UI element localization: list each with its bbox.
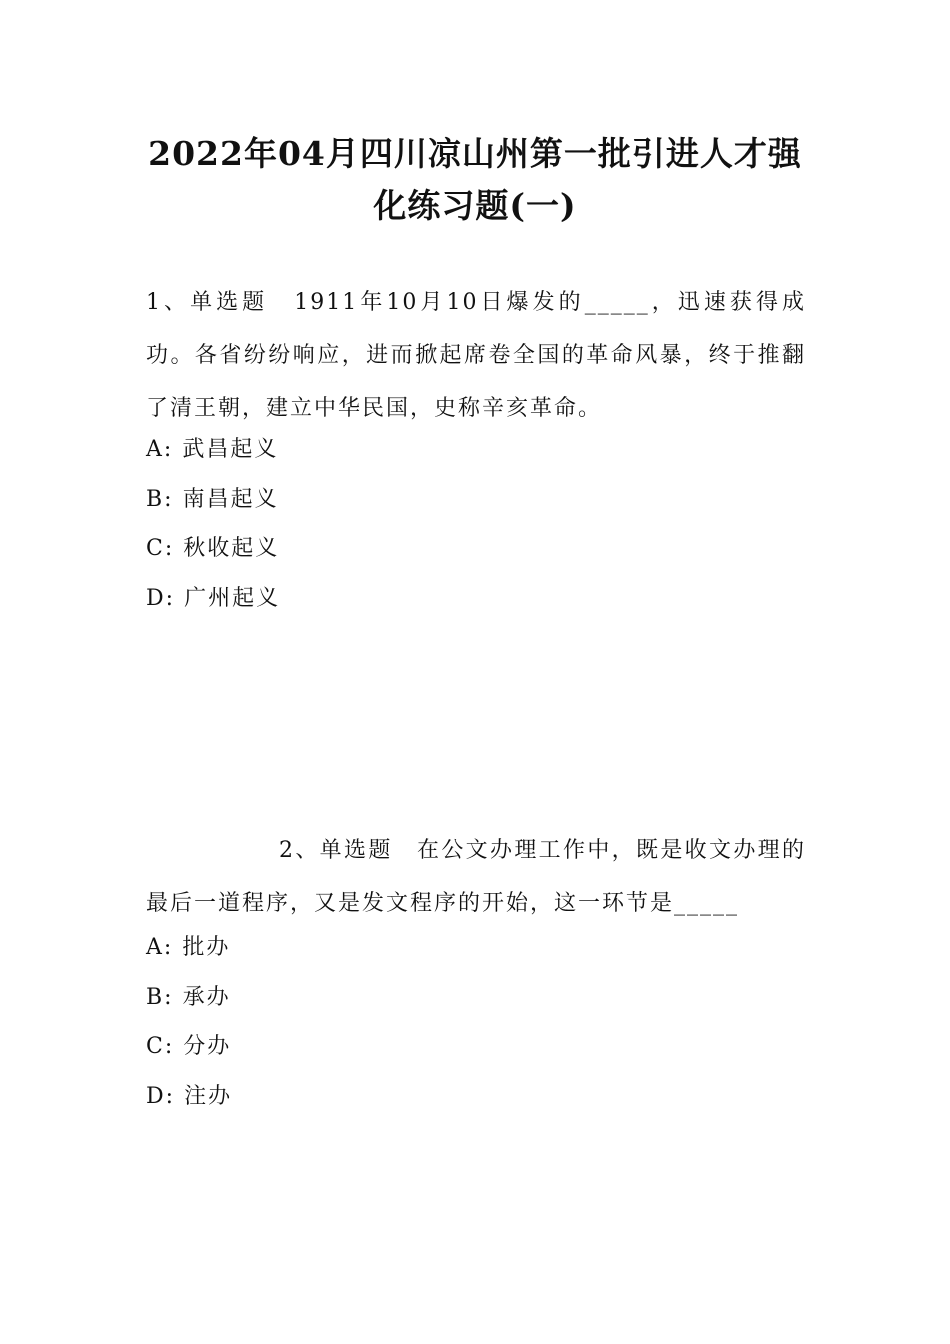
question-1-number-type: 1、单选题 bbox=[146, 290, 269, 315]
option-label: A: bbox=[146, 935, 174, 960]
option-text: 分办 bbox=[183, 1034, 232, 1059]
question-1-option-a bbox=[146, 435, 278, 465]
question-2-option-b bbox=[146, 983, 231, 1013]
option-text: 武昌起义 bbox=[182, 437, 279, 462]
question-1-stem-after: ，迅速获得成功。各省纷纷响应，进而掀起席卷全国的革命风暴，终于推翻了清王朝，建立中华民国，史称辛亥革命。 bbox=[146, 290, 806, 421]
question-1-option-d bbox=[146, 584, 280, 614]
question-1-stem-before: 1911年10月10日爆发的 bbox=[294, 290, 585, 315]
option-text: 批办 bbox=[182, 935, 231, 960]
question-2-option-a bbox=[146, 933, 230, 963]
option-label: D: bbox=[146, 1084, 176, 1109]
question-2-option-c bbox=[146, 1032, 231, 1062]
question-2-option-d bbox=[146, 1082, 232, 1112]
option-label: D: bbox=[146, 586, 176, 611]
option-text: 注办 bbox=[184, 1084, 233, 1109]
question-2-blank: _____ bbox=[674, 891, 740, 916]
option-label: C: bbox=[146, 536, 175, 561]
question-1-blank: _____ bbox=[584, 290, 650, 315]
question-1-stem bbox=[146, 276, 806, 435]
option-text: 南昌起义 bbox=[182, 487, 279, 512]
question-2-stem-before: 在公文办理工作中，既是收文办理的最后一道程序，又是发文程序的开始，这一环节是 bbox=[146, 838, 806, 916]
option-label: A: bbox=[146, 437, 174, 462]
document-title: 2022年04月四川凉山州第一批引进人才强化练习题(一) bbox=[148, 134, 802, 225]
question-1-option-b bbox=[146, 485, 279, 515]
option-text: 承办 bbox=[182, 985, 231, 1010]
question-2-number-type: 2、单选题 bbox=[279, 838, 393, 863]
question-2-stem bbox=[146, 824, 806, 930]
option-text: 广州起义 bbox=[184, 586, 281, 611]
option-label: C: bbox=[146, 1034, 175, 1059]
question-1-option-c bbox=[146, 534, 279, 564]
option-label: B: bbox=[146, 487, 174, 512]
option-label: B: bbox=[146, 985, 174, 1010]
option-text: 秋收起义 bbox=[183, 536, 280, 561]
